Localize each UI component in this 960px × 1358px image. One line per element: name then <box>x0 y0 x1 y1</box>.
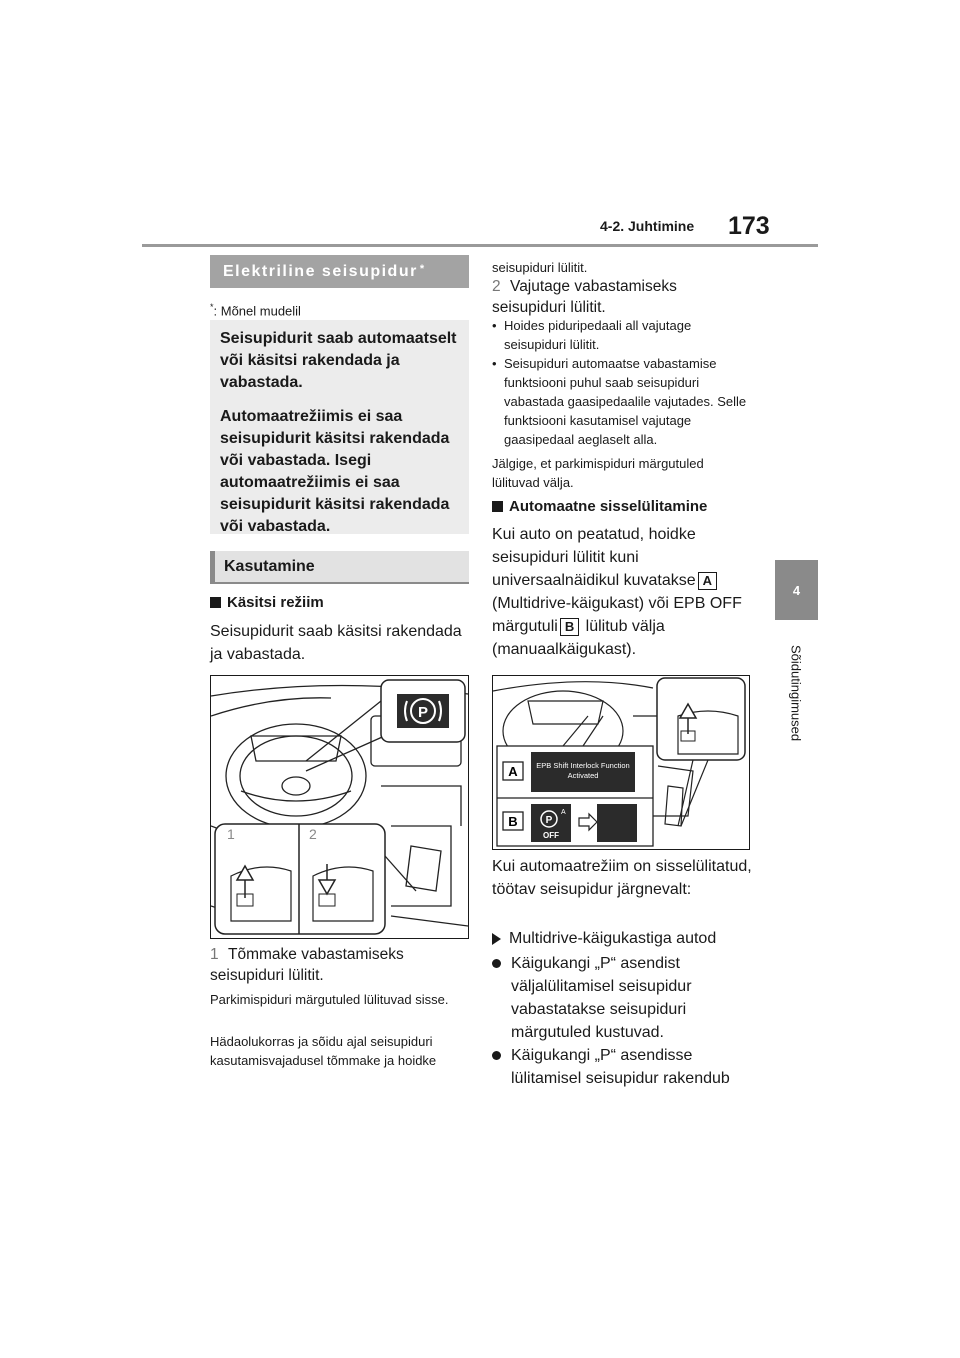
step-2-text: Vajutage vabastamiseks seisupiduri lülitit. <box>492 278 677 316</box>
step-1-number: 1 <box>210 946 219 963</box>
interlock-message-line1: EPB Shift Interlock Function <box>536 761 630 770</box>
section-title: 4-2. Juhtimine <box>600 218 695 234</box>
auto-mode-heading <box>492 498 707 515</box>
dot-item-1 <box>492 952 754 1044</box>
summary-p1: Seisupidurit saab automaatselt või käsitsi rakendada ja vabastada. <box>220 330 457 391</box>
summary-p2: Automaatrežiimis ei saa seisupidurit käsitsi rakendada või vabastada. Isegi automaatrežiimis ei saa seisupidurit käsitsi rakendada või vabastada. <box>220 408 450 535</box>
figure-label-a: A <box>508 764 518 779</box>
step-2 <box>492 276 752 318</box>
dot-bullet-icon <box>492 959 501 968</box>
label-b: B <box>560 618 579 636</box>
step-2-number: 2 <box>492 278 501 295</box>
auto-text-part3: lülitub välja (manuaalkäigukast). <box>492 618 665 658</box>
triangle-bullet-icon <box>492 933 501 945</box>
epb-off-cleared-indicator <box>597 804 637 842</box>
chapter-tab-label: Sõidutingimused <box>788 644 804 742</box>
auto-mode-text <box>492 523 754 661</box>
multidrive-item-text: Multidrive-käigukastiga autod <box>509 930 717 947</box>
multidrive-item <box>492 927 752 950</box>
square-bullet-icon <box>492 501 503 512</box>
epb-indicator-icon: P <box>545 815 553 826</box>
after-step1-p2: Hädaolukorras ja sõidu ajal seisupiduri kasutamisvajadusel tõmmake ja hoidke <box>210 1034 437 1068</box>
page-number: 173 <box>728 212 770 240</box>
bullet-item: • Hoides piduripedaali all vajutage seisupiduri lülitit. <box>492 316 750 354</box>
footnote-star: * <box>210 302 214 312</box>
auto-text-part1: Kui auto on peatatud, hoidke seisupiduri lülitit kuni universaalnäidikul kuvatakse <box>492 526 696 589</box>
step-label-2: 2 <box>309 826 317 842</box>
after-figure-text: Kui automaatrežiim on sisselülitatud, töötav seisupidur järgnevalt: <box>492 858 752 898</box>
header-rule <box>142 244 818 247</box>
figure-label-b: B <box>508 814 518 829</box>
manual-mode-text: Seisupidurit saab käsitsi rakendada ja vabastada. <box>210 623 462 663</box>
square-bullet-icon <box>210 597 221 608</box>
dot-bullet-icon <box>492 1051 501 1060</box>
manual-mode-figure <box>210 675 469 939</box>
label-a: A <box>698 572 717 590</box>
step-1-text: Tõmmake vabastamiseks seisupiduri lülitit. <box>210 946 404 984</box>
manual-mode-heading-text: Käsitsi režiim <box>227 594 324 611</box>
footnote <box>210 302 301 318</box>
section-heading <box>210 255 469 288</box>
footnote-marker: * <box>419 262 426 275</box>
dot-item-2-text: Käigukangi „P“ asendisse lülitamisel seisupidur rakendub <box>511 1047 730 1087</box>
step-2-bullets <box>492 316 750 449</box>
auto-mode-heading-text: Automaatne sisselülitamine <box>509 498 708 515</box>
check-text: Jälgige, et parkimispiduri märgutuled lülituvad välja. <box>492 456 704 490</box>
continued-text: seisupiduri lülitit. <box>492 260 588 275</box>
summary-box <box>210 320 469 534</box>
footnote-text: : Mõnel mudelil <box>213 303 301 319</box>
dot-item-2 <box>492 1044 754 1090</box>
manual-mode-heading <box>210 594 324 611</box>
auto-mode-figure <box>492 675 750 850</box>
auto-mode-illustration <box>493 676 749 849</box>
step-1 <box>210 944 470 986</box>
subsection-heading: Kasutamine <box>210 551 469 584</box>
chapter-tab: 4 <box>775 560 818 620</box>
parking-brake-indicator-icon: P <box>417 704 429 721</box>
bullet-item: • Seisupiduri automaatse vabastamise funktsiooni puhul saab seisupiduri vabastada gaasipedaalile vajutades. Selle funktsiooni kasutamisel vajutage gaasipedaal aeglaselt alla. <box>492 354 750 449</box>
section-heading-text: Elektriline seisupidur <box>223 262 418 280</box>
auto-text-part2: (Multidrive-käigukast) või EPB OFF märgutuli <box>492 595 742 635</box>
epb-indicator-a: A <box>561 809 566 816</box>
dashboard-illustration <box>211 676 468 938</box>
after-step1-p1: Parkimispiduri märgutuled lülituvad sisse. <box>210 992 449 1007</box>
epb-off-text: OFF <box>543 831 559 840</box>
interlock-message-line2: Activated <box>567 771 599 780</box>
step-label-1: 1 <box>227 826 235 842</box>
dot-item-1-text: Käigukangi „P“ asendist väljalülitamisel seisupidur vabastatakse seisupiduri märgutuled kustuvad. <box>511 955 692 1041</box>
